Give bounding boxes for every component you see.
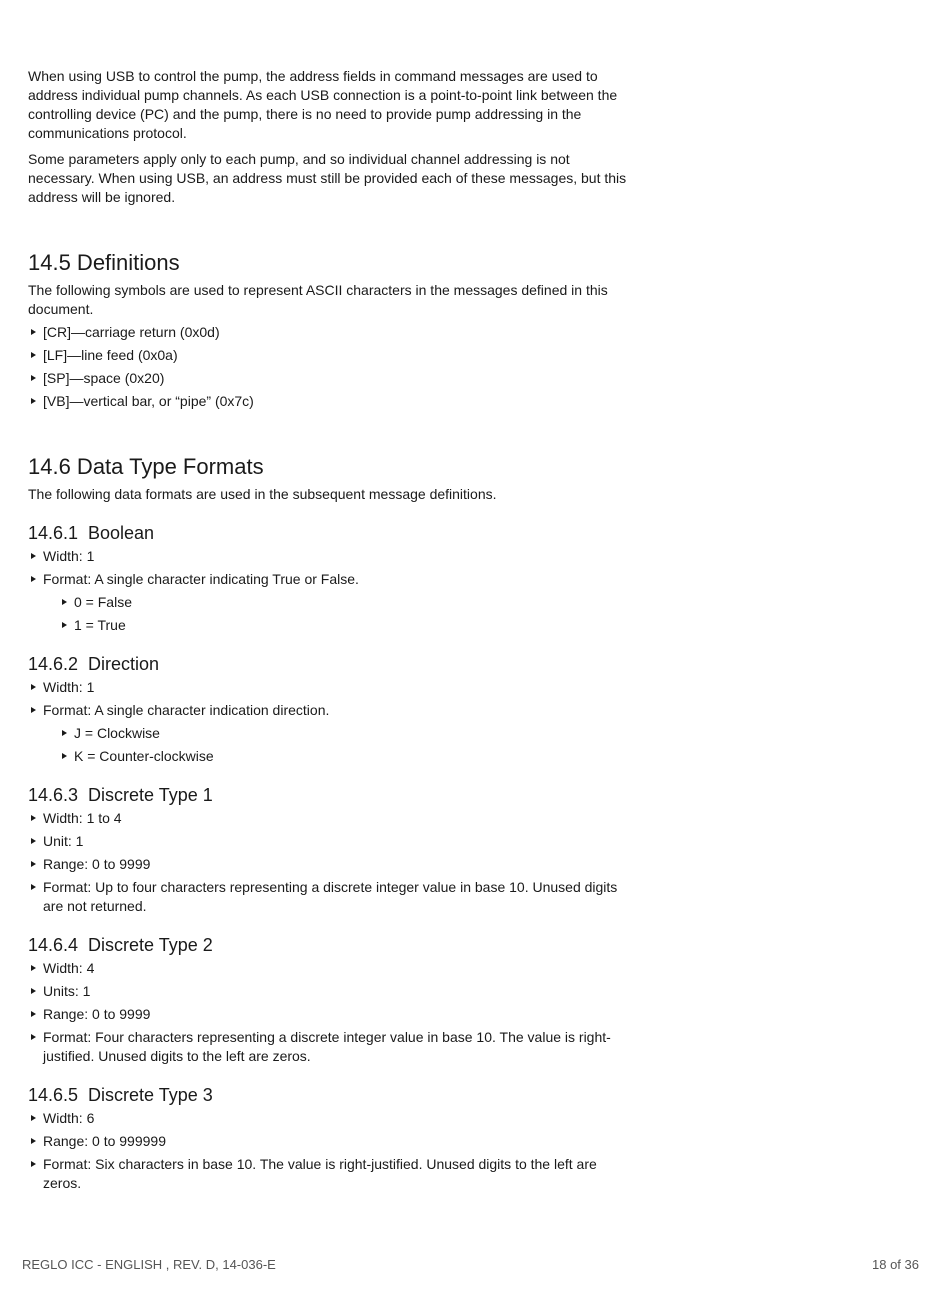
list-item: Format: Up to four characters representing a discrete integer value in base 10. Unused digits are not returned.: [28, 878, 628, 916]
subsection-number: 14.6.2: [28, 654, 79, 674]
list-item: Width: 1: [28, 547, 628, 566]
subsection-heading-direction: [28, 652, 628, 676]
subsection-boolean: [28, 521, 628, 635]
definitions-intro: The following symbols are used to represent ASCII characters in the messages defined in this document.: [28, 282, 608, 317]
subsection-title: Discrete Type 3: [88, 1085, 213, 1105]
list-item: Width: 4: [28, 959, 628, 978]
section-data-type-formats: [28, 453, 628, 1193]
list-item: Range: 0 to 9999: [28, 1005, 628, 1024]
discrete-type-1-list: [28, 809, 628, 916]
subsection-heading-boolean: [28, 521, 628, 545]
section-heading-definitions: 14.5 Definitions: [28, 250, 180, 275]
list-item: Format: A single character indicating True or False.: [28, 570, 628, 589]
subsection-discrete-type-2: [28, 933, 628, 1066]
subsection-discrete-type-3: [28, 1083, 628, 1193]
list-item: [LF]—line feed (0x0a): [28, 346, 628, 365]
list-item: Width: 1 to 4: [28, 809, 628, 828]
list-item: Units: 1: [28, 982, 628, 1001]
subsection-heading-discrete-type-1: [28, 783, 628, 807]
list-item: Width: 6: [28, 1109, 628, 1128]
footer-page-number: 18 of 36: [872, 1257, 919, 1272]
subsection-number: 14.6.1: [28, 523, 79, 543]
data-type-formats-intro: The following data formats are used in the subsequent message definitions.: [28, 486, 497, 502]
list-item: Format: Four characters representing a discrete integer value in base 10. The value is right-justified. Unused digits to the left are zeros.: [28, 1028, 628, 1066]
subsection-title: Discrete Type 2: [88, 935, 213, 955]
list-item: Unit: 1: [28, 832, 628, 851]
discrete-type-3-list: [28, 1109, 628, 1193]
list-item: [SP]—space (0x20): [28, 369, 628, 388]
direction-list: [28, 678, 628, 720]
list-item: Range: 0 to 9999: [28, 855, 628, 874]
subsection-number: 14.6.5: [28, 1085, 79, 1105]
list-item: 0 = False: [59, 593, 628, 612]
subsection-heading-discrete-type-2: [28, 933, 628, 957]
subsection-title: Boolean: [88, 523, 155, 543]
list-item: K = Counter-clockwise: [59, 747, 628, 766]
list-item: [CR]—carriage return (0x0d): [28, 323, 628, 342]
list-item: Format: Six characters in base 10. The value is right-justified. Unused digits to the left are zeros.: [28, 1155, 628, 1193]
discrete-type-2-list: [28, 959, 628, 1066]
section-heading-data-type-formats: 14.6 Data Type Formats: [28, 454, 264, 479]
boolean-sub-list: [59, 593, 628, 635]
list-item: Width: 1: [28, 678, 628, 697]
subsection-direction: [28, 652, 628, 766]
boolean-list: [28, 547, 628, 589]
subsection-discrete-type-1: [28, 783, 628, 916]
subsection-title: Direction: [88, 654, 160, 674]
intro-paragraph-channel-addressing: Some parameters apply only to each pump, and so individual channel addressing is not necessary. When using USB, an address must still be provided each of these messages, but this address will be ignored.: [28, 151, 627, 205]
list-item: J = Clockwise: [59, 724, 628, 743]
subsection-number: 14.6.4: [28, 935, 79, 955]
list-item: Range: 0 to 999999: [28, 1132, 628, 1151]
subsection-number: 14.6.3: [28, 785, 79, 805]
list-item: Format: A single character indication direction.: [28, 701, 628, 720]
subsection-title: Discrete Type 1: [88, 785, 213, 805]
definitions-list: [28, 323, 628, 411]
intro-paragraph-usb-addressing: When using USB to control the pump, the address fields in command messages are used to address individual pump channels. As each USB connection is a point-to-point link between the controlling device (PC) and the pump, there is no need to provide pump addressing in the communications protocol.: [28, 68, 618, 141]
subsection-heading-discrete-type-3: [28, 1083, 628, 1107]
section-definitions: [28, 249, 628, 411]
list-item: 1 = True: [59, 616, 628, 635]
document-body: [28, 67, 628, 1193]
footer-document-id: REGLO ICC - ENGLISH , REV. D, 14-036-E: [22, 1257, 276, 1272]
list-item: [VB]—vertical bar, or “pipe” (0x7c): [28, 392, 628, 411]
direction-sub-list: [59, 724, 628, 766]
